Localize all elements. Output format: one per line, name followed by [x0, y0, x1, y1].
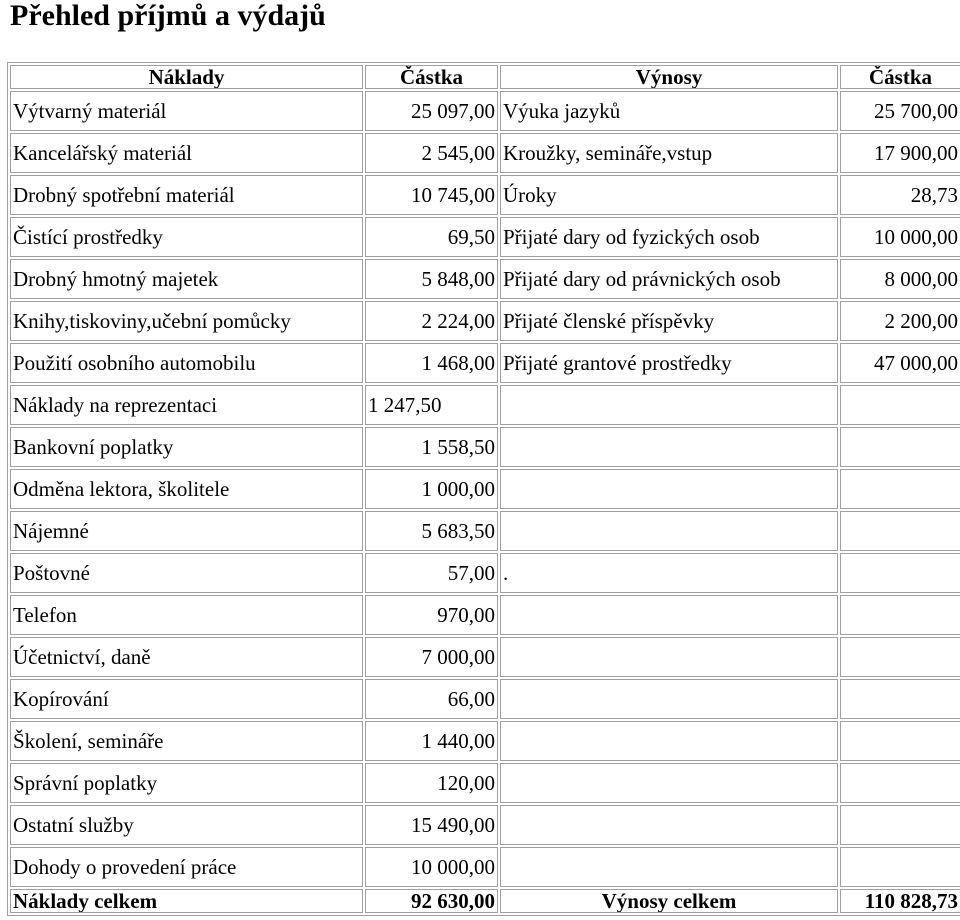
cost-amount-cell: 5 848,00	[365, 259, 498, 299]
revenue-name-cell	[500, 511, 838, 551]
revenue-amount-cell	[840, 805, 960, 845]
cost-amount-cell: 10 745,00	[365, 175, 498, 215]
revenue-amount-cell	[840, 847, 960, 887]
revenue-name-cell	[500, 427, 838, 467]
table-body	[10, 91, 960, 887]
totals-row	[10, 889, 960, 913]
costs-total-label: Náklady celkem	[10, 889, 363, 913]
table-row	[10, 721, 960, 761]
cost-name-cell: Kancelářský materiál	[10, 133, 363, 173]
cost-name-cell: Kopírování	[10, 679, 363, 719]
cost-amount-cell: 10 000,00	[365, 847, 498, 887]
revenue-name-cell: Přijaté dary od právnických osob	[500, 259, 838, 299]
cost-name-cell: Nájemné	[10, 511, 363, 551]
revenue-name-cell	[500, 637, 838, 677]
revenue-name-cell: Výuka jazyků	[500, 91, 838, 131]
revenue-amount-cell	[840, 679, 960, 719]
table-row	[10, 91, 960, 131]
cost-name-cell: Telefon	[10, 595, 363, 635]
cost-name-cell: Účetnictví, daně	[10, 637, 363, 677]
table-row	[10, 637, 960, 677]
costs-total-value: 92 630,00	[365, 889, 498, 913]
table-row	[10, 301, 960, 341]
revenue-amount-cell	[840, 721, 960, 761]
cost-amount-cell: 970,00	[365, 595, 498, 635]
cost-amount-cell: 1 440,00	[365, 721, 498, 761]
cost-name-cell: Odměna lektora, školitele	[10, 469, 363, 509]
revenue-amount-cell	[840, 595, 960, 635]
cost-amount-cell: 1 468,00	[365, 343, 498, 383]
cost-name-cell: Čistící prostředky	[10, 217, 363, 257]
revenue-amount-cell: 25 700,00	[840, 91, 960, 131]
cost-name-cell: Dohody o provedení práce	[10, 847, 363, 887]
cost-amount-cell: 2 545,00	[365, 133, 498, 173]
revenue-amount-cell: 17 900,00	[840, 133, 960, 173]
table-row	[10, 427, 960, 467]
cost-amount-cell: 15 490,00	[365, 805, 498, 845]
cost-amount-cell: 69,50	[365, 217, 498, 257]
table-row	[10, 175, 960, 215]
revenue-amount-cell: 28,73	[840, 175, 960, 215]
table-row	[10, 343, 960, 383]
revenue-amount-cell	[840, 637, 960, 677]
header-costs-amount: Částka	[365, 65, 498, 89]
table-row	[10, 259, 960, 299]
revenue-amount-cell	[840, 469, 960, 509]
revenue-name-cell: Přijaté dary od fyzických osob	[500, 217, 838, 257]
revenue-name-cell	[500, 721, 838, 761]
cost-amount-cell: 1 558,50	[365, 427, 498, 467]
cost-name-cell: Školení, semináře	[10, 721, 363, 761]
revenue-amount-cell	[840, 511, 960, 551]
table-row	[10, 217, 960, 257]
revenue-amount-cell: 10 000,00	[840, 217, 960, 257]
revenue-name-cell	[500, 385, 838, 425]
revenue-name-cell	[500, 679, 838, 719]
cost-amount-cell: 5 683,50	[365, 511, 498, 551]
table-row	[10, 133, 960, 173]
header-costs: Náklady	[10, 65, 363, 89]
revenue-name-cell	[500, 763, 838, 803]
revenue-name-cell: Kroužky, semináře,vstup	[500, 133, 838, 173]
table-row	[10, 763, 960, 803]
income-expense-table	[7, 62, 960, 916]
cost-name-cell: Ostatní služby	[10, 805, 363, 845]
header-revenues-amount: Částka	[840, 65, 960, 89]
revenues-total-value: 110 828,73	[840, 889, 960, 913]
header-revenues: Výnosy	[500, 65, 838, 89]
revenue-name-cell	[500, 469, 838, 509]
cost-name-cell: Náklady na reprezentaci	[10, 385, 363, 425]
cost-amount-cell: 7 000,00	[365, 637, 498, 677]
revenue-amount-cell: 8 000,00	[840, 259, 960, 299]
cost-amount-cell: 57,00	[365, 553, 498, 593]
cost-name-cell: Drobný spotřební materiál	[10, 175, 363, 215]
revenue-amount-cell	[840, 385, 960, 425]
cost-name-cell: Knihy,tiskoviny,učební pomůcky	[10, 301, 363, 341]
cost-amount-cell: 25 097,00	[365, 91, 498, 131]
revenue-name-cell	[500, 805, 838, 845]
table-row	[10, 553, 960, 593]
cost-amount-cell: 120,00	[365, 763, 498, 803]
table-row	[10, 385, 960, 425]
cost-amount-cell: 66,00	[365, 679, 498, 719]
header-row	[10, 65, 960, 89]
table-row	[10, 511, 960, 551]
cost-name-cell: Poštovné	[10, 553, 363, 593]
revenue-name-cell	[500, 847, 838, 887]
table-row	[10, 847, 960, 887]
revenue-name-cell: .	[500, 553, 838, 593]
cost-amount-cell: 2 224,00	[365, 301, 498, 341]
cost-amount-cell: 1 000,00	[365, 469, 498, 509]
cost-name-cell: Výtvarný materiál	[10, 91, 363, 131]
revenue-name-cell: Přijaté grantové prostředky	[500, 343, 838, 383]
table-row	[10, 679, 960, 719]
table-row	[10, 469, 960, 509]
revenue-name-cell	[500, 595, 838, 635]
revenues-total-label: Výnosy celkem	[500, 889, 838, 913]
revenue-amount-cell: 2 200,00	[840, 301, 960, 341]
revenue-amount-cell	[840, 763, 960, 803]
table-row	[10, 805, 960, 845]
revenue-amount-cell: 47 000,00	[840, 343, 960, 383]
cost-name-cell: Správní poplatky	[10, 763, 363, 803]
cost-name-cell: Použití osobního automobilu	[10, 343, 363, 383]
cost-amount-cell: 1 247,50	[365, 385, 498, 425]
revenue-amount-cell	[840, 553, 960, 593]
revenue-name-cell: Úroky	[500, 175, 838, 215]
cost-name-cell: Bankovní poplatky	[10, 427, 363, 467]
cost-name-cell: Drobný hmotný majetek	[10, 259, 363, 299]
page-title: Přehled příjmů a výdajů	[10, 0, 326, 32]
revenue-name-cell: Přijaté členské příspěvky	[500, 301, 838, 341]
table-row	[10, 595, 960, 635]
revenue-amount-cell	[840, 427, 960, 467]
